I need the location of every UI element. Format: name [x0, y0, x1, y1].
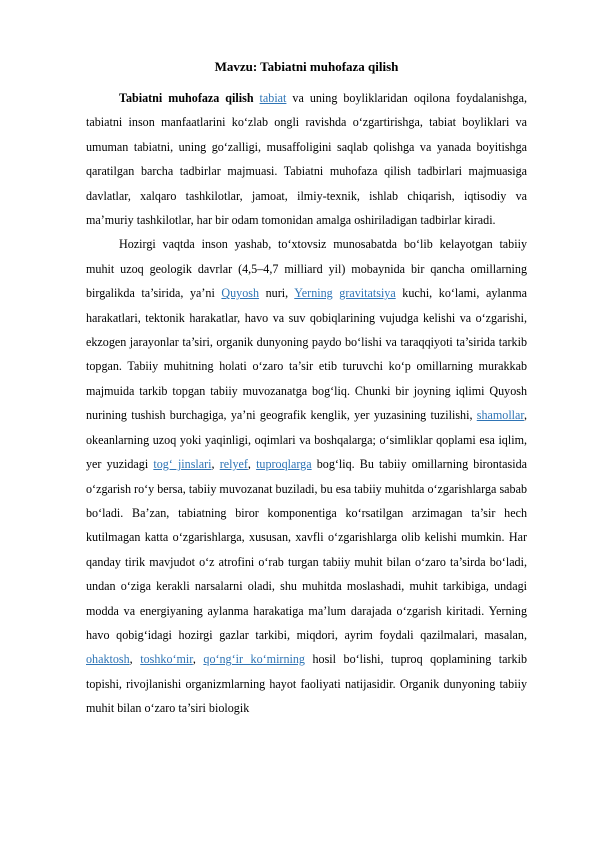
link-tog-jinslari[interactable]: tog‘ jinslari — [153, 457, 212, 472]
paragraph-text: , — [211, 457, 220, 472]
paragraph-text: , — [129, 652, 141, 667]
link-yerning[interactable]: Yerning — [294, 286, 333, 301]
paragraph-text: , okeanlarning uzoq yoki yaqinligi, oqimlari va boshqalarga; o‘simliklar qoplami esa iqlim, yer yuzidagi — [86, 408, 527, 472]
link-tabiat[interactable]: tabiat — [259, 91, 287, 105]
paragraph-text: kuchi, ko‘lami, aylanma harakatlari, tektonik harakatlar, havo va suv qobiqlarining vujudga kelishi va o‘zgarishi, ekzogen jarayonlar ta’siri, organik dunyoning paydo bo‘lishi va taraqqiyoti ta’sirida tarkib topgan. Tabiiy muhitning holati o‘zaro ta’sir etib turuvchi ko‘p omillarning murakkab majmuida tarkib topgan tabiiy muvozanatga bog‘liq. Chunki bir joyning iqlimi Quyosh nurining tushish burchagiga, ya’ni geografik kenglik, yer yuzasining tuzilishi, — [86, 286, 527, 423]
link-shamollar[interactable]: shamollar — [476, 408, 524, 423]
link-quyosh[interactable]: Quyosh — [221, 286, 260, 301]
bold-lead-term: Tabiatni muhofaza qilish — [119, 91, 254, 105]
paragraph-text: bog‘liq. Bu tabiiy omillarning birontasida o‘zgarish ro‘y bersa, tabiiy muvozanat buziladi, bu esa tabiiy muhitda o‘zgarishlarga sabab bo‘ladi. Ba’zan, tabiatning biror komponentiga ko‘rsatilgan arzimagan ta’sir hech kutilmagan katta o‘zgarishlarga, xususan, xavfli o‘zgarishlarga olib kelishi mumkin. Har qanday tirik mavjudot o‘z atrofini o‘rab turgan tabiiy muhit bilan o‘zaro ta’sirda bo‘ladi, undan o‘ziga kerakli narsalarni oladi, shu muhitda moslashadi, muhit tarkibiga, undagi modda va energiyaning aylanma harakatiga ma’lum darajada o‘zgarish kiritadi. Yerning havo qobig‘idagi hozirgi gazlar tarkibi, miqdori, ayrim foydali qazilmalari, masalan, — [86, 457, 528, 642]
link-ohaktosh[interactable]: ohaktosh — [86, 652, 130, 667]
paragraph-text: Hozirgi vaqtda inson yashab, to‘xtovsiz munosabatda bo‘lib kelayotgan tabiiy muhit uzoq geologik davrlar (4,5–4,7 milliard yil) mobaynida bir qancha omillarning birgalikda ta’sirida, ya’ni — [86, 237, 527, 301]
link-gravitatsiya[interactable]: gravitatsiya — [339, 286, 396, 301]
paragraph-text: va uning boyliklaridan oqilona foydalanishga, tabiatni inson manfaatlarini ko‘zlab ongli ravishda o‘zgartirishga, tabiat boyliklari va umuman tabiatni, uning go‘zalligi, musaffoligini saqlab qolishga va yanada boyitishga qaratilgan barcha tadbirlar majmuasi. Tabiatni muhofaza qilish tadbirlari majmuasiga davlatlar, xalqaro tashkilotlar, jamoat, ilmiy-texnik, ishlab chiqarish, iqtisodiy va ma’muriy tashkilotlar, har bir odam tomonidan amalga oshiriladigan tadbirlar kiradi. — [86, 91, 527, 228]
document-page — [86, 58, 527, 721]
link-tuproqlarga[interactable]: tuproqlarga — [256, 457, 312, 472]
paragraph-text: , — [247, 457, 257, 472]
paragraph-text: nuri, — [259, 286, 295, 301]
link-relyef[interactable]: relyef — [219, 457, 248, 472]
paragraph-definition — [86, 86, 527, 232]
page-title: Mavzu: Tabiatni muhofaza qilish — [214, 59, 399, 74]
paragraph-text: , — [192, 652, 204, 667]
paragraph-natural-environment — [86, 232, 527, 720]
paragraph-text: hosil bo‘lishi, tuproq qoplamining tarkib topishi, rivojlanishi organizmlarning hayot faoliyati natijasidir. Organik dunyoning tabiiy muhit bilan o‘zaro ta’siri biologik — [86, 652, 528, 716]
link-qongir-komirning[interactable]: qo‘ng‘ir ko‘mirning — [203, 652, 305, 667]
link-toshkomir[interactable]: toshko‘mir — [140, 652, 193, 667]
